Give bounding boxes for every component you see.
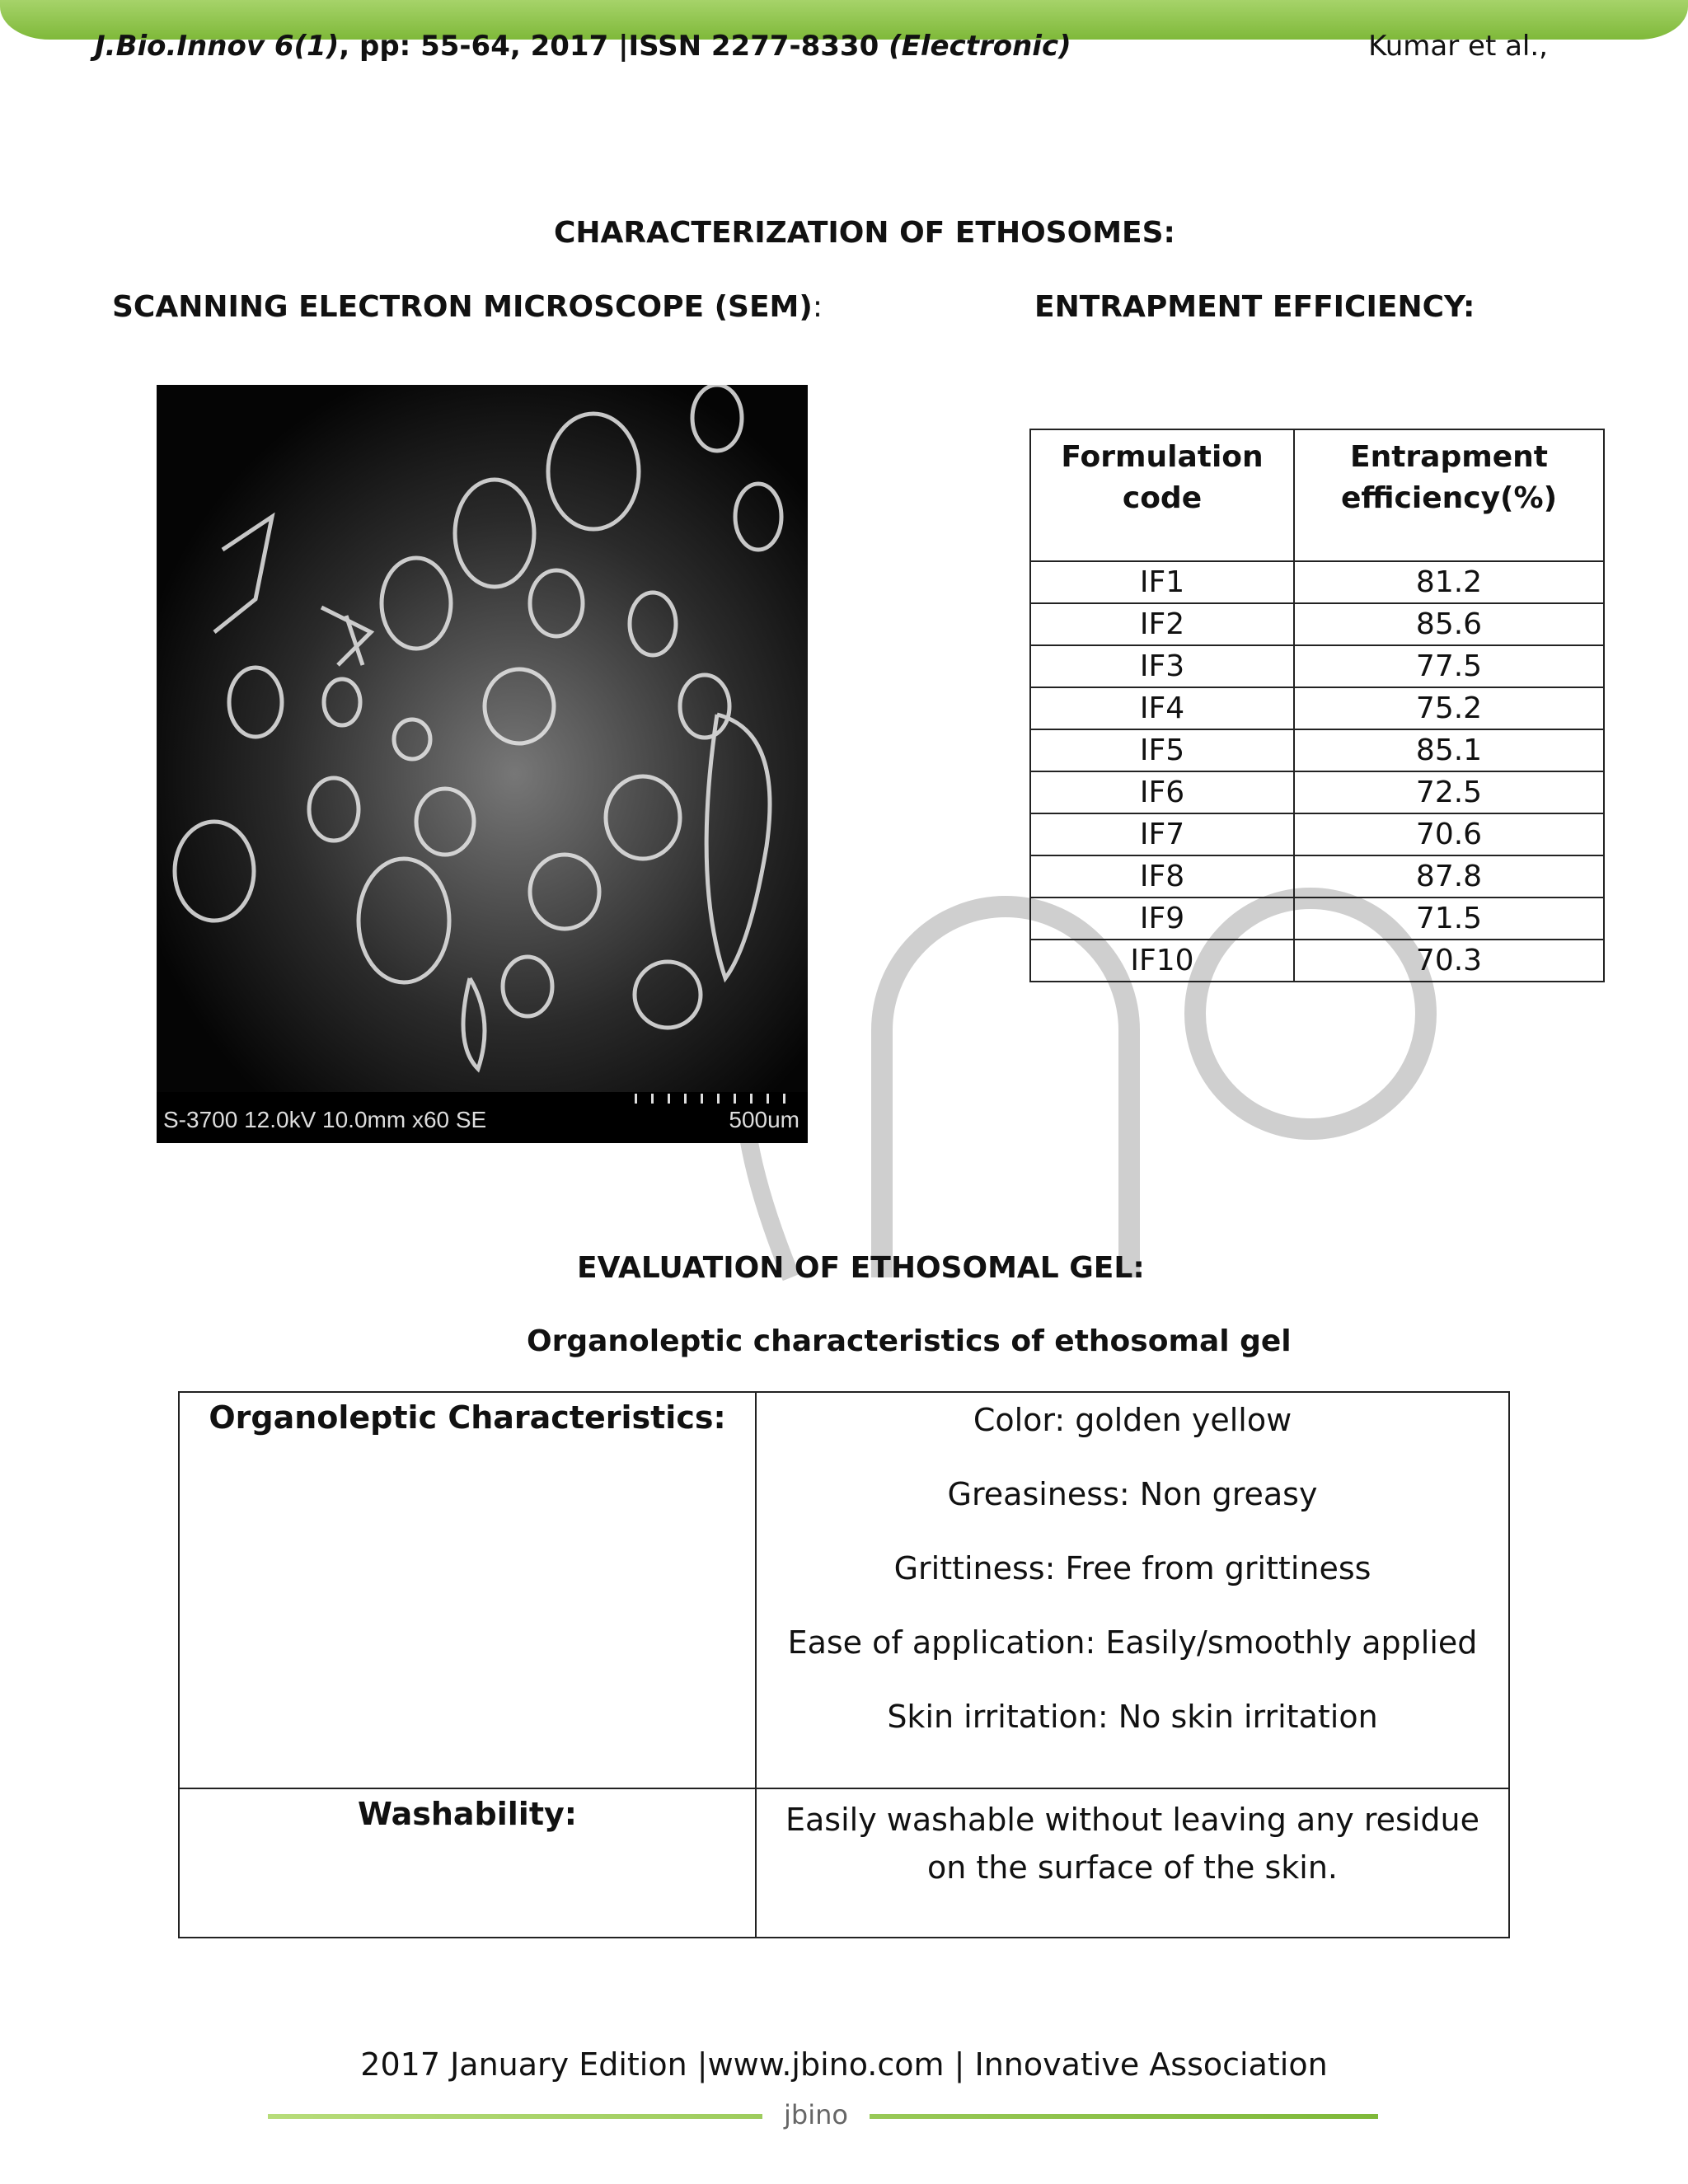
organoleptic-table xyxy=(178,1391,1510,1938)
organoleptic-value-line: Grittiness: Free from grittiness xyxy=(893,1550,1372,1586)
journal-volume: 6(1) xyxy=(274,30,340,63)
table-row xyxy=(1030,561,1604,603)
col-header-efficiency: Entrapment efficiency(%) xyxy=(1294,429,1604,561)
washability-cell xyxy=(756,1788,1509,1938)
formulation-code-cell: IF6 xyxy=(1030,771,1294,813)
sem-caption-bar xyxy=(157,1092,808,1143)
section-title: CHARACTERIZATION OF ETHOSOMES: xyxy=(554,216,1175,250)
efficiency-value-cell: 87.8 xyxy=(1294,855,1604,898)
formulation-code-cell: IF8 xyxy=(1030,855,1294,898)
entrapment-efficiency-table xyxy=(1029,429,1605,982)
efficiency-value-cell: 72.5 xyxy=(1294,771,1604,813)
efficiency-value-cell: 71.5 xyxy=(1294,898,1604,940)
journal-pages: , pp: 55-64, 2017 |ISSN 2277-8330 xyxy=(339,30,889,63)
formulation-code-cell: IF1 xyxy=(1030,561,1294,603)
efficiency-value-cell: 85.6 xyxy=(1294,603,1604,645)
table-row xyxy=(1030,645,1604,687)
organoleptic-value-line: Skin irritation: No skin irritation xyxy=(887,1699,1378,1735)
table-row xyxy=(1030,813,1604,855)
footer-text: 2017 January Edition |www.jbino.com | Innovative Association xyxy=(360,2046,1328,2083)
table-row xyxy=(1030,603,1604,645)
efficiency-value-cell: 77.5 xyxy=(1294,645,1604,687)
sem-micrograph xyxy=(157,385,808,1143)
formulation-code-cell: IF7 xyxy=(1030,813,1294,855)
washability-value: Easily washable without leaving any residue on the surface of the skin. xyxy=(785,1802,1479,1886)
table-row xyxy=(1030,898,1604,940)
gel-subheading: Organoleptic characteristics of ethosomal gel xyxy=(527,1324,1292,1358)
journal-name: J.Bio.Innov xyxy=(95,30,265,63)
entrapment-heading: ENTRAPMENT EFFICIENCY: xyxy=(1034,290,1475,324)
formulation-code-cell: IF2 xyxy=(1030,603,1294,645)
efficiency-value-cell: 85.1 xyxy=(1294,729,1604,771)
formulation-code-cell: IF5 xyxy=(1030,729,1294,771)
organoleptic-values xyxy=(756,1392,1509,1788)
journal-electronic: (Electronic) xyxy=(889,30,1071,63)
table-row xyxy=(1030,855,1604,898)
table-row xyxy=(179,1392,1509,1788)
organoleptic-value-line: Ease of application: Easily/smoothly applied xyxy=(787,1624,1478,1661)
table-row xyxy=(179,1788,1509,1938)
formulation-code-cell: IF10 xyxy=(1030,940,1294,982)
sem-scale-ticks xyxy=(635,1094,799,1104)
sem-caption-right: 500um xyxy=(729,1107,799,1132)
efficiency-value-cell: 81.2 xyxy=(1294,561,1604,603)
organoleptic-value-line: Color: golden yellow xyxy=(973,1402,1292,1438)
washability-label: Washability: xyxy=(179,1788,756,1938)
sem-caption-left: S-3700 12.0kV 10.0mm x60 SE xyxy=(163,1107,487,1132)
efficiency-value-cell: 75.2 xyxy=(1294,687,1604,729)
formulation-code-cell: IF3 xyxy=(1030,645,1294,687)
journal-citation xyxy=(95,30,1071,63)
sem-image xyxy=(157,385,808,1092)
sem-heading-colon: : xyxy=(812,290,823,324)
organoleptic-label: Organoleptic Characteristics: xyxy=(179,1392,756,1788)
formulation-code-cell: IF4 xyxy=(1030,687,1294,729)
organoleptic-value-line: Greasiness: Non greasy xyxy=(947,1476,1318,1512)
footer-logo: jbino xyxy=(762,2100,870,2130)
col-header-formulation: Formulation code xyxy=(1030,429,1294,561)
gel-heading: EVALUATION OF ETHOSOMAL GEL: xyxy=(577,1251,1145,1285)
efficiency-value-cell: 70.6 xyxy=(1294,813,1604,855)
authors: Kumar et al., xyxy=(1368,30,1548,63)
table-row xyxy=(1030,729,1604,771)
sem-heading xyxy=(112,290,823,324)
efficiency-value-cell: 70.3 xyxy=(1294,940,1604,982)
table-header-row xyxy=(1030,429,1604,561)
table-row xyxy=(1030,771,1604,813)
table-row xyxy=(1030,687,1604,729)
sem-heading-text: SCANNING ELECTRON MICROSCOPE (SEM) xyxy=(112,290,813,324)
formulation-code-cell: IF9 xyxy=(1030,898,1294,940)
table-row xyxy=(1030,940,1604,982)
